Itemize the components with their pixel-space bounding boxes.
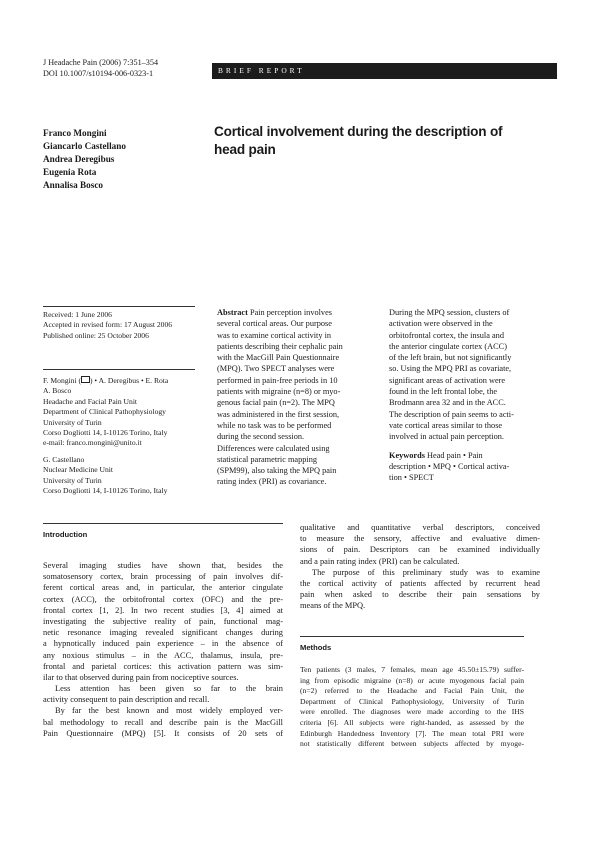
abstract-line: significant areas of activation were [389,375,506,385]
article-dates [43,310,172,341]
body-line: the cortical activity of patients affected by recurrent head [300,578,540,588]
methods-line: were enrolled. The diagnoses were made according to the IHS [300,707,524,717]
affiliation-line: Department of Clinical Pathophysiology [43,407,166,417]
body-line: pain when asked to describe their pain sensations by [300,590,540,600]
abstract-line: activation were observed in the [389,319,493,329]
methods-line: Edinburgh Handedness Inventory [7]. The mean total PRI were [300,728,524,738]
body-line: netic resonance imaging revealed significant changes during [43,628,283,638]
envelope-icon [81,376,90,383]
contact-email[interactable]: e-mail: franco.mongini@unito.it [43,438,142,448]
abstract-line: Brodmann area 32 and in the ACC. [389,398,506,408]
body-line: sions of pain. Descriptors can be examined individually [300,545,540,555]
methods-line: criteria [6]. All subjects were right-handed, as assessed by the [300,717,524,727]
affiliation-names: F. Mongini ( ) • A. Deregibus • E. Rota [43,376,169,385]
introduction-heading: Introduction [43,530,88,539]
keywords-label: Keywords [389,450,425,460]
body-line: means of the MPQ. [300,601,366,611]
author-name: Andrea Deregibus [43,154,115,164]
abstract-line: orbitofrontal cortex, the insula and [389,330,504,340]
title-line: head pain [214,142,276,157]
body-line: bal methodology to recall and describe pain is the MacGill [43,717,283,727]
body-line: cortex (ACC), the orbitofrontal cortex (OFC) and the pre- [43,594,283,604]
body-line: and a pain rating index (PRI) can be calculated. [300,556,460,566]
divider [43,369,195,370]
abstract-line: several cortical areas. Our purpose [217,319,332,329]
methods-line: Department of Clinical Pathophysiology, University of Turin [300,696,524,706]
keywords-line: description • MPQ • Cortical activa- [389,461,510,471]
divider [300,636,524,637]
affiliation-line: Headache and Facial Pain Unit [43,396,138,406]
abstract-line: involved in actual pain perception. [389,432,504,442]
abstract-line: during the second session. [217,432,305,442]
accepted-date: Accepted in revised form: 17 August 2006 [43,320,173,330]
keywords-line: tion • SPECT [389,473,434,483]
body-line: to measure the sensory, affective and evaluative dimen- [300,534,540,544]
author-name: Eugenia Rota [43,167,97,177]
body-line: activity consequent to pain description and recall. [43,695,210,705]
affiliation-line: University of Turin [43,475,102,485]
journal-doi: DOI 10.1007/s10194-006-0323-1 [43,69,154,78]
affiliation-line: University of Turin [43,417,102,427]
body-line: a hypnotically induced pain experience – in the absence of [43,639,283,649]
abstract-column-1 [217,307,367,488]
article-title [214,123,544,159]
introduction-body [43,560,283,739]
author-name: Franco Mongini [43,128,107,138]
abstract-line: patients with migraine (n=8) or myo- [217,387,341,397]
abstract-line: The description of pain seems to acti- [389,409,514,419]
abstract-line: genous facial pain (n=2). The MPQ [217,398,335,408]
title-line: Cortical involvement during the description of [214,124,503,139]
body-line: Pain Questionnaire (MPQ) [5]. It consists of 20 sets of [43,728,283,738]
abstract-line: while no task was to be performed [217,420,332,430]
affiliations [43,376,168,496]
affiliation-line: A. Bosco [43,386,72,396]
abstract-line: of the left brain, but not significantly [389,353,512,363]
affiliation-line: Nuclear Medicine Unit [43,465,114,475]
abstract-line: vate cortical areas similar to those [389,420,503,430]
author-name: Giancarlo Castellano [43,141,126,151]
abstract-line: performed in pain-free periods in 10 [217,375,338,385]
body-line: qualitative and quantitative verbal descriptors, conceived [300,523,540,532]
divider [43,523,283,524]
journal-header [43,57,158,79]
methods-body [300,665,524,750]
body-line: The purpose of this preliminary study was to examine [312,567,540,577]
abstract-line: so. Using the MPQ PRI as covariate, [389,364,512,374]
body-line: ilar to that observed during pain from nociceptive sources. [43,672,239,682]
author-list [43,127,126,192]
abstract-column-2 [389,307,539,483]
body-line: frontal and parietal cortices: this activation pattern was sim- [43,661,283,671]
affiliation-line: Corso Dogliotti 14, I-10126 Torino, Italy [43,486,168,496]
body-line: investigating the subjective reality of pain, functional mag- [43,616,283,626]
received-date: Received: 1 June 2006 [43,310,112,319]
affiliation-line: G. Castellano [43,454,85,464]
right-column-body [300,522,540,612]
abstract-first-line: Abstract Pain perception involves [217,308,332,317]
methods-line: not statistically different between subjects affected by myoge- [300,739,524,749]
methods-heading: Methods [300,643,332,652]
abstract-line: patients describing their cephalic pain [217,341,343,351]
body-line: somatosensory cortex, brain processing of pain involves dif- [43,572,283,582]
body-line: frontal cortex [1, 2]. In two recent studies [3, 4] aimed at [43,605,283,615]
methods-line: Ten patients (3 males, 7 females, mean age 45.50±15.79) suffer- [300,665,524,674]
abstract-label: Abstract [217,308,248,317]
keywords-first-line: Keywords Head pain • Pain [389,450,483,460]
abstract-line: (SPM99), also taking the MPQ pain [217,466,337,476]
abstract-line: found in the left frontal lobe, the [389,387,498,397]
abstract-line: was administered in the first session, [217,409,340,419]
article-type-banner: BRIEF REPORT [212,63,557,79]
divider [43,306,195,307]
body-line: By far the best known and most widely employed ver- [55,706,283,716]
body-line: any noxious stimulus – in the ACC, thalamus, insula, pre- [43,650,283,660]
abstract-line: Differences were calculated using [217,443,330,453]
abstract-line: During the MPQ session, clusters of [389,308,510,317]
abstract-line: was to examine cortical activity in [217,330,332,340]
journal-citation: J Headache Pain (2006) 7:351–354 [43,58,159,67]
methods-line: ing from episodic migraine (n=8) or acute myogenous facial pain [300,675,524,685]
affiliation-line: Corso Dogliotti 14, I-10126 Torino, Italy [43,428,168,438]
body-line: Less attention has been given so far to the brain [55,684,283,694]
abstract-line: rating index (PRI) as covariance. [217,477,327,487]
abstract-line: the anterior cingulate cortex (ACC) [389,341,507,351]
abstract-line: (MPQ). Two SPECT analyses were [217,364,335,374]
body-line: Several imaging studies have shown that, besides the [43,561,283,570]
published-date: Published online: 25 October 2006 [43,330,149,340]
author-name: Annalisa Bosco [43,180,103,190]
body-line: ferent cortical areas and, in particular, the anterior cingulate [43,583,283,593]
abstract-line: with the MacGill Pain Questionnaire [217,353,340,363]
methods-line: (n=2) referred to the Headache and Facial Pain Unit, the [300,686,524,696]
abstract-line: statistical parametric mapping [217,454,317,464]
